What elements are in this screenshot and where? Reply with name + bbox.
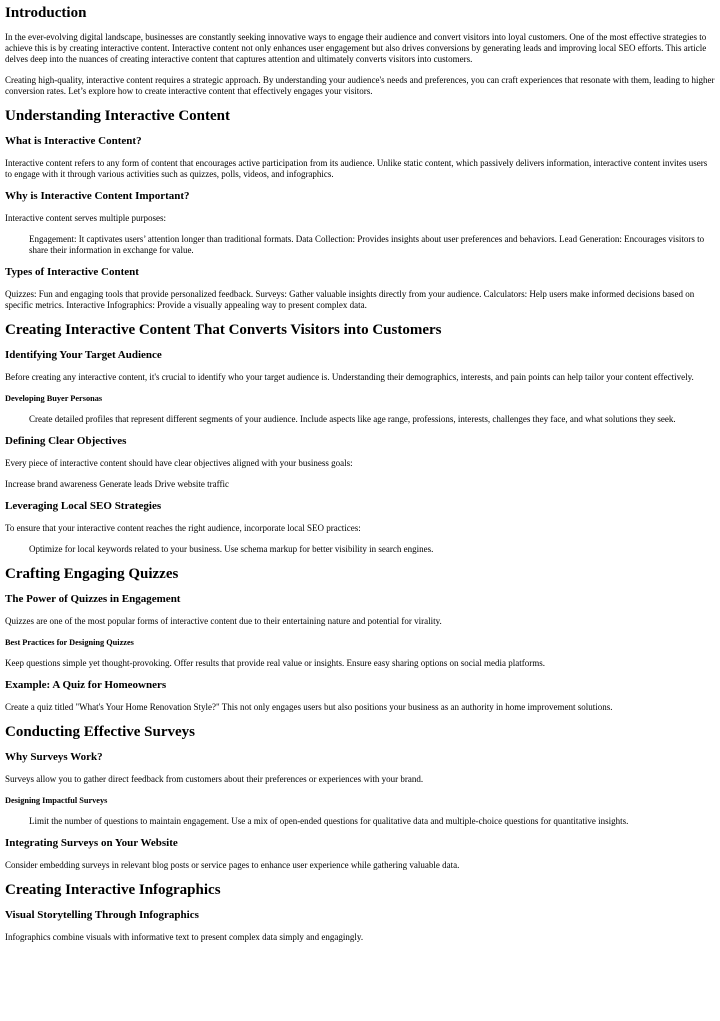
quiz-best-practices-paragraph: Keep questions simple yet thought-provoking. Offer results that provide real value or insights. Ensure easy sharing options on social media platforms.: [5, 658, 545, 668]
heading-infographics: Creating Interactive Infographics: [5, 882, 221, 898]
buyer-personas-paragraph: Create detailed profiles that represent different segments of your audience. Include aspects like age range, professions, interests, challenges they face, and what solutions they seek.: [29, 414, 676, 424]
designing-surveys-paragraph: Limit the number of questions to maintain engagement. Use a mix of open-ended questions for qualitative data and multiple-choice questions for quantitative insights.: [29, 816, 629, 826]
heading-target-audience: Identifying Your Target Audience: [5, 349, 162, 361]
why-important-paragraph: Interactive content serves multiple purposes:: [5, 213, 166, 223]
heading-local-seo: Leveraging Local SEO Strategies: [5, 500, 162, 512]
objectives-list: Increase brand awareness Generate leads Drive website traffic: [5, 479, 229, 489]
visual-storytelling-paragraph: Infographics combine visuals with informative text to present complex data simply and engagingly.: [5, 932, 364, 942]
types-paragraph: Quizzes: Fun and engaging tools that provide personalized feedback. Surveys: Gather valuable insights directly from your audience. Calculators: Help users make informed decisions based on specific metrics. Interactive Infographics: Provide a visually appealing way to present complex data.: [5, 289, 695, 310]
heading-understanding: Understanding Interactive Content: [5, 108, 230, 124]
heading-surveys: Conducting Effective Surveys: [5, 724, 195, 740]
intro-paragraph-1: In the ever-evolving digital landscape, businesses are constantly seeking innovative ways to engage their audience and convert visitors into loyal customers. One of the most effective strategies to achieve this is by creating interactive content. Interactive content not only enhances user engagement but also drives conversions by generating leads and improving local SEO efforts. This article delves deep into the nuances of creating interactive content that captures attention and ultimately converts visitors into customers.: [5, 32, 707, 64]
heading-quiz-example: Example: A Quiz for Homeowners: [5, 679, 167, 691]
quiz-example-paragraph: Create a quiz titled "What's Your Home Renovation Style?" This not only engages users but also positions your business as an authority in home improvement solutions.: [5, 702, 613, 712]
local-seo-list: Optimize for local keywords related to your business. Use schema markup for better visibility in search engines.: [29, 544, 434, 554]
article: [0, 4, 720, 943]
integrating-surveys-paragraph: Consider embedding surveys in relevant blog posts or service pages to enhance user experience while gathering valuable data.: [5, 860, 460, 870]
heading-why-important: Why is Interactive Content Important?: [5, 190, 190, 202]
why-surveys-paragraph: Surveys allow you to gather direct feedback from customers about their preferences or experiences with your brand.: [5, 774, 424, 784]
heading-objectives: Defining Clear Objectives: [5, 435, 127, 447]
heading-creating: Creating Interactive Content That Converts Visitors into Customers: [5, 322, 442, 338]
heading-buyer-personas: Developing Buyer Personas: [5, 394, 103, 403]
heading-integrating-surveys: Integrating Surveys on Your Website: [5, 837, 178, 849]
heading-quiz-best-practices: Best Practices for Designing Quizzes: [5, 638, 134, 647]
heading-designing-surveys: Designing Impactful Surveys: [5, 796, 108, 805]
heading-quizzes: Crafting Engaging Quizzes: [5, 566, 179, 582]
power-of-quizzes-paragraph: Quizzes are one of the most popular forms of interactive content due to their entertaining nature and potential for virality.: [5, 616, 442, 626]
heading-power-of-quizzes: The Power of Quizzes in Engagement: [5, 593, 181, 605]
heading-why-surveys: Why Surveys Work?: [5, 751, 103, 763]
intro-paragraph-2: Creating high-quality, interactive content requires a strategic approach. By understanding your audience's needs and preferences, you can craft experiences that resonate with them, leading to higher conversion rates. Let’s explore how to create interactive content that effectively engages your visitors.: [5, 75, 715, 96]
heading-visual-storytelling: Visual Storytelling Through Infographics: [5, 909, 199, 921]
heading-introduction: Introduction: [5, 5, 87, 21]
target-audience-paragraph: Before creating any interactive content, it's crucial to identify who your target audience is. Understanding their demographics, interests, and pain points can help tailor your content effectively.: [5, 372, 694, 382]
why-important-list: Engagement: It captivates users’ attention longer than traditional formats. Data Collection: Provides insights about user preferences and behaviors. Lead Generation: Encourages visitors to share their information in exchange for value.: [29, 234, 705, 255]
local-seo-paragraph: To ensure that your interactive content reaches the right audience, incorporate local SEO practices:: [5, 523, 361, 533]
what-is-paragraph: Interactive content refers to any form of content that encourages active participation from its audience. Unlike static content, which passively delivers information, interactive content invites users to engage with it through various activities such as quizzes, polls, videos, and infographics.: [5, 158, 708, 179]
heading-what-is: What is Interactive Content?: [5, 135, 142, 147]
objectives-paragraph: Every piece of interactive content should have clear objectives aligned with your business goals:: [5, 458, 353, 468]
heading-types: Types of Interactive Content: [5, 266, 139, 278]
